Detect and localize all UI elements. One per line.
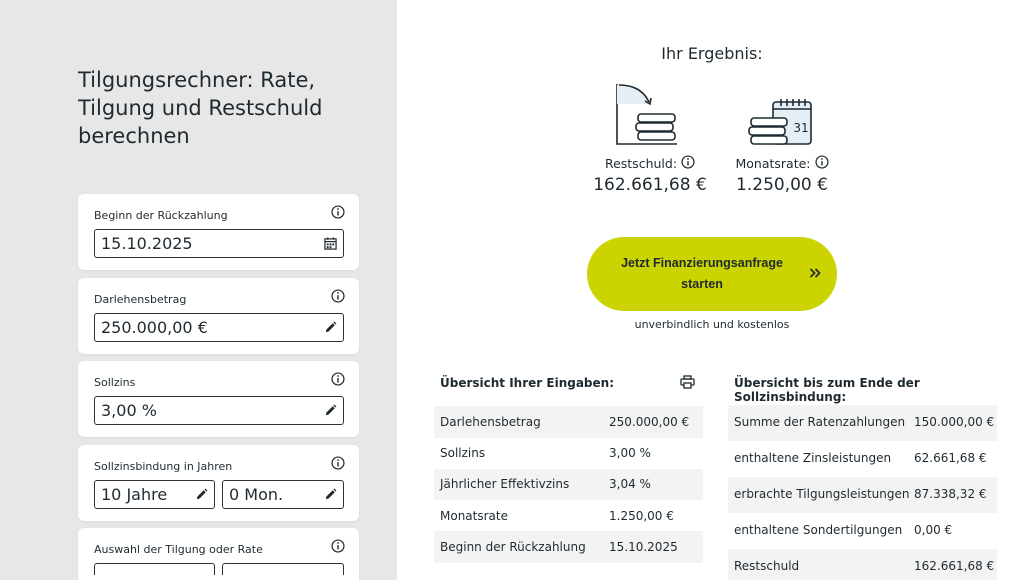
beginn-input[interactable] xyxy=(94,229,344,258)
beginn-label: Beginn der Rückzahlung xyxy=(94,209,228,222)
sollzins-label: Sollzins xyxy=(94,376,136,389)
sollzins-value: 3,00 % xyxy=(101,401,157,420)
calendar-day: 31 xyxy=(793,121,809,135)
bindung-label: Sollzinsbindung in Jahren xyxy=(94,460,233,473)
input-panel xyxy=(0,0,397,580)
restschuld-label: Restschuld: xyxy=(604,156,678,171)
monatsrate-illustration-icon xyxy=(747,98,813,148)
darlehen-label: Darlehensbetrag xyxy=(94,293,187,306)
info-icon[interactable] xyxy=(331,205,345,219)
table-row: Restschuld 162.661,68 € xyxy=(728,549,997,580)
bindung-years-input[interactable] xyxy=(94,480,215,509)
table-row: Summe der Ratenzahlungen 150.000,00 € xyxy=(728,405,997,441)
card-auswahl xyxy=(78,528,359,580)
table-row: Beginn der Rückzahlung 15.10.2025 xyxy=(434,531,703,563)
restschuld-result xyxy=(580,155,720,195)
table-row: enthaltene Sondertilgungen 0,00 € xyxy=(734,523,953,537)
info-icon[interactable] xyxy=(815,155,829,169)
inputs-overview-table xyxy=(434,406,703,563)
cta-label: Jetzt Finanzierungsanfrage starten xyxy=(621,256,783,291)
info-icon[interactable] xyxy=(331,372,345,386)
darlehen-input[interactable] xyxy=(94,313,344,342)
info-icon[interactable] xyxy=(331,539,345,553)
card-bindung xyxy=(78,445,359,521)
sollzins-input[interactable] xyxy=(94,396,344,425)
info-icon[interactable] xyxy=(331,456,345,470)
table-row: Monatsrate 1.250,00 € xyxy=(440,509,674,523)
monatsrate-result xyxy=(712,155,852,195)
card-darlehen xyxy=(78,278,359,354)
pencil-icon[interactable] xyxy=(195,488,208,501)
pencil-icon[interactable] xyxy=(324,488,337,501)
result-heading: Ihr Ergebnis: xyxy=(661,44,763,63)
info-icon[interactable] xyxy=(331,289,345,303)
beginn-value: 15.10.2025 xyxy=(101,234,193,253)
table-row: Darlehensbetrag 250.000,00 € xyxy=(434,406,703,438)
info-icon[interactable] xyxy=(681,155,695,169)
double-chevron-right-icon xyxy=(809,267,821,279)
card-sollzins xyxy=(78,361,359,437)
monatsrate-value: 1.250,00 € xyxy=(736,175,828,195)
bindung-years-value: 10 Jahre xyxy=(101,485,168,504)
page-title: Tilgungsrechner: Rate, Tilgung und Restschuld berechnen xyxy=(78,68,323,148)
bindung-months-value: 0 Mon. xyxy=(229,485,284,504)
restschuld-illustration-icon xyxy=(613,82,681,148)
auswahl-label: Auswahl der Tilgung oder Rate xyxy=(94,543,263,556)
pencil-icon[interactable] xyxy=(324,321,337,334)
auswahl-tilgung-input[interactable] xyxy=(94,563,215,575)
binding-overview-table xyxy=(728,405,997,580)
table-row: Jährlicher Effektivzins 3,04 % xyxy=(434,469,703,500)
bindung-months-input[interactable] xyxy=(222,480,344,509)
restschuld-value: 162.661,68 € xyxy=(593,175,707,195)
inputs-overview-title: Übersicht Ihrer Eingaben: xyxy=(440,376,614,390)
monatsrate-label: Monatsrate: xyxy=(735,156,811,171)
darlehen-value: 250.000,00 € xyxy=(101,318,208,337)
table-row: erbrachte Tilgungsleistungen 87.338,32 € xyxy=(728,477,997,513)
pencil-icon[interactable] xyxy=(324,404,337,417)
print-icon[interactable] xyxy=(680,375,695,389)
table-row: Sollzins 3,00 % xyxy=(440,446,651,460)
card-beginn xyxy=(78,194,359,270)
table-row: enthaltene Zinsleistungen 62.661,68 € xyxy=(734,451,987,465)
binding-overview-title: Übersicht bis zum Ende der Sollzinsbindung: xyxy=(734,376,920,404)
cta-subtext: unverbindlich und kostenlos xyxy=(634,318,790,331)
auswahl-rate-input[interactable] xyxy=(222,563,344,575)
calendar-icon[interactable] xyxy=(324,237,337,250)
finanzierungsanfrage-button[interactable] xyxy=(587,237,837,311)
